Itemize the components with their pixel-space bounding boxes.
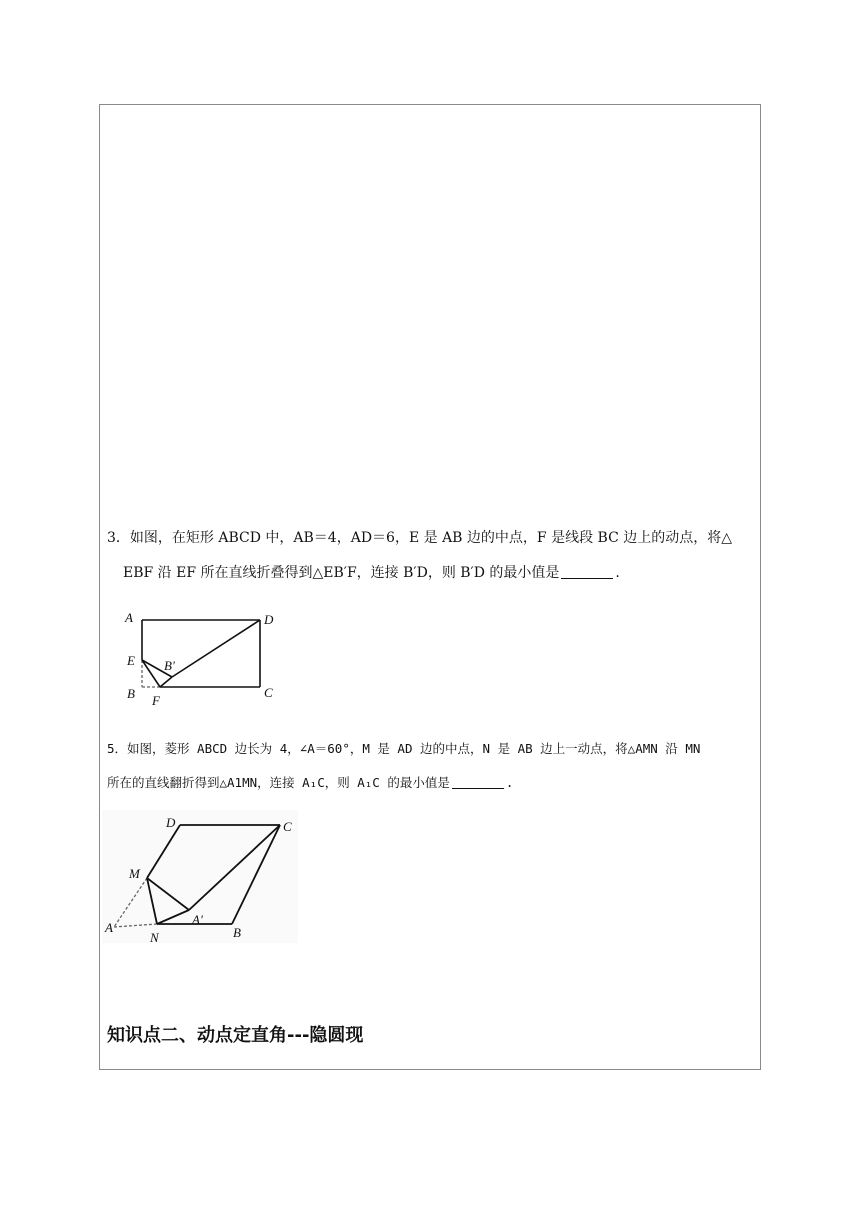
problem-3-figure	[118, 605, 288, 710]
problem-3-line-2-text: EBF 沿 EF 所在直线折叠得到△EB′F，连接 B′D，则 B′D 的最小值是	[123, 565, 560, 581]
label-b: B	[233, 925, 241, 940]
problem-3-line-2-end: .	[615, 565, 620, 581]
segment-b-prime-d	[172, 620, 260, 677]
problem-3-line-1: 3．如图，在矩形 ABCD 中，AB＝4，AD＝6，E 是 AB 边的中点，F 是线段 BC 边上的动点，将△	[107, 530, 733, 546]
label-c: C	[283, 819, 292, 834]
label-n: N	[150, 930, 159, 945]
answer-blank	[452, 774, 504, 789]
problem-5-line-1: 5．如图，菱形 ABCD 边长为 4，∠A＝60°，M 是 AD 边的中点，N 是 AB 边上一动点，将△AMN 沿 MN	[107, 741, 701, 756]
problem-5-line-2-end: .	[505, 775, 514, 790]
label-f: F	[152, 693, 160, 708]
label-c: C	[264, 685, 273, 700]
problem-5-figure	[102, 810, 302, 945]
label-a: A	[105, 920, 113, 935]
label-d: D	[166, 815, 176, 830]
problem-5-line-2-text: 所在的直线翻折得到△A1MN，连接 A₁C，则 A₁C 的最小值是	[107, 775, 450, 790]
label-b: B	[127, 686, 135, 701]
section-heading: 知识点二、动点定直角---隐圆现	[107, 1025, 364, 1046]
segment-ef	[142, 660, 160, 687]
label-e: E	[127, 653, 135, 668]
answer-blank	[561, 564, 613, 579]
label-d: D	[264, 612, 274, 627]
problem-3-line-2	[123, 563, 620, 583]
segment-fb-prime	[160, 677, 172, 687]
label-m: M	[129, 866, 140, 881]
label-a-prime: A'	[192, 912, 203, 927]
label-a: A	[125, 610, 133, 625]
label-b-prime: B'	[164, 658, 175, 673]
problem-5-line-2	[107, 773, 513, 793]
